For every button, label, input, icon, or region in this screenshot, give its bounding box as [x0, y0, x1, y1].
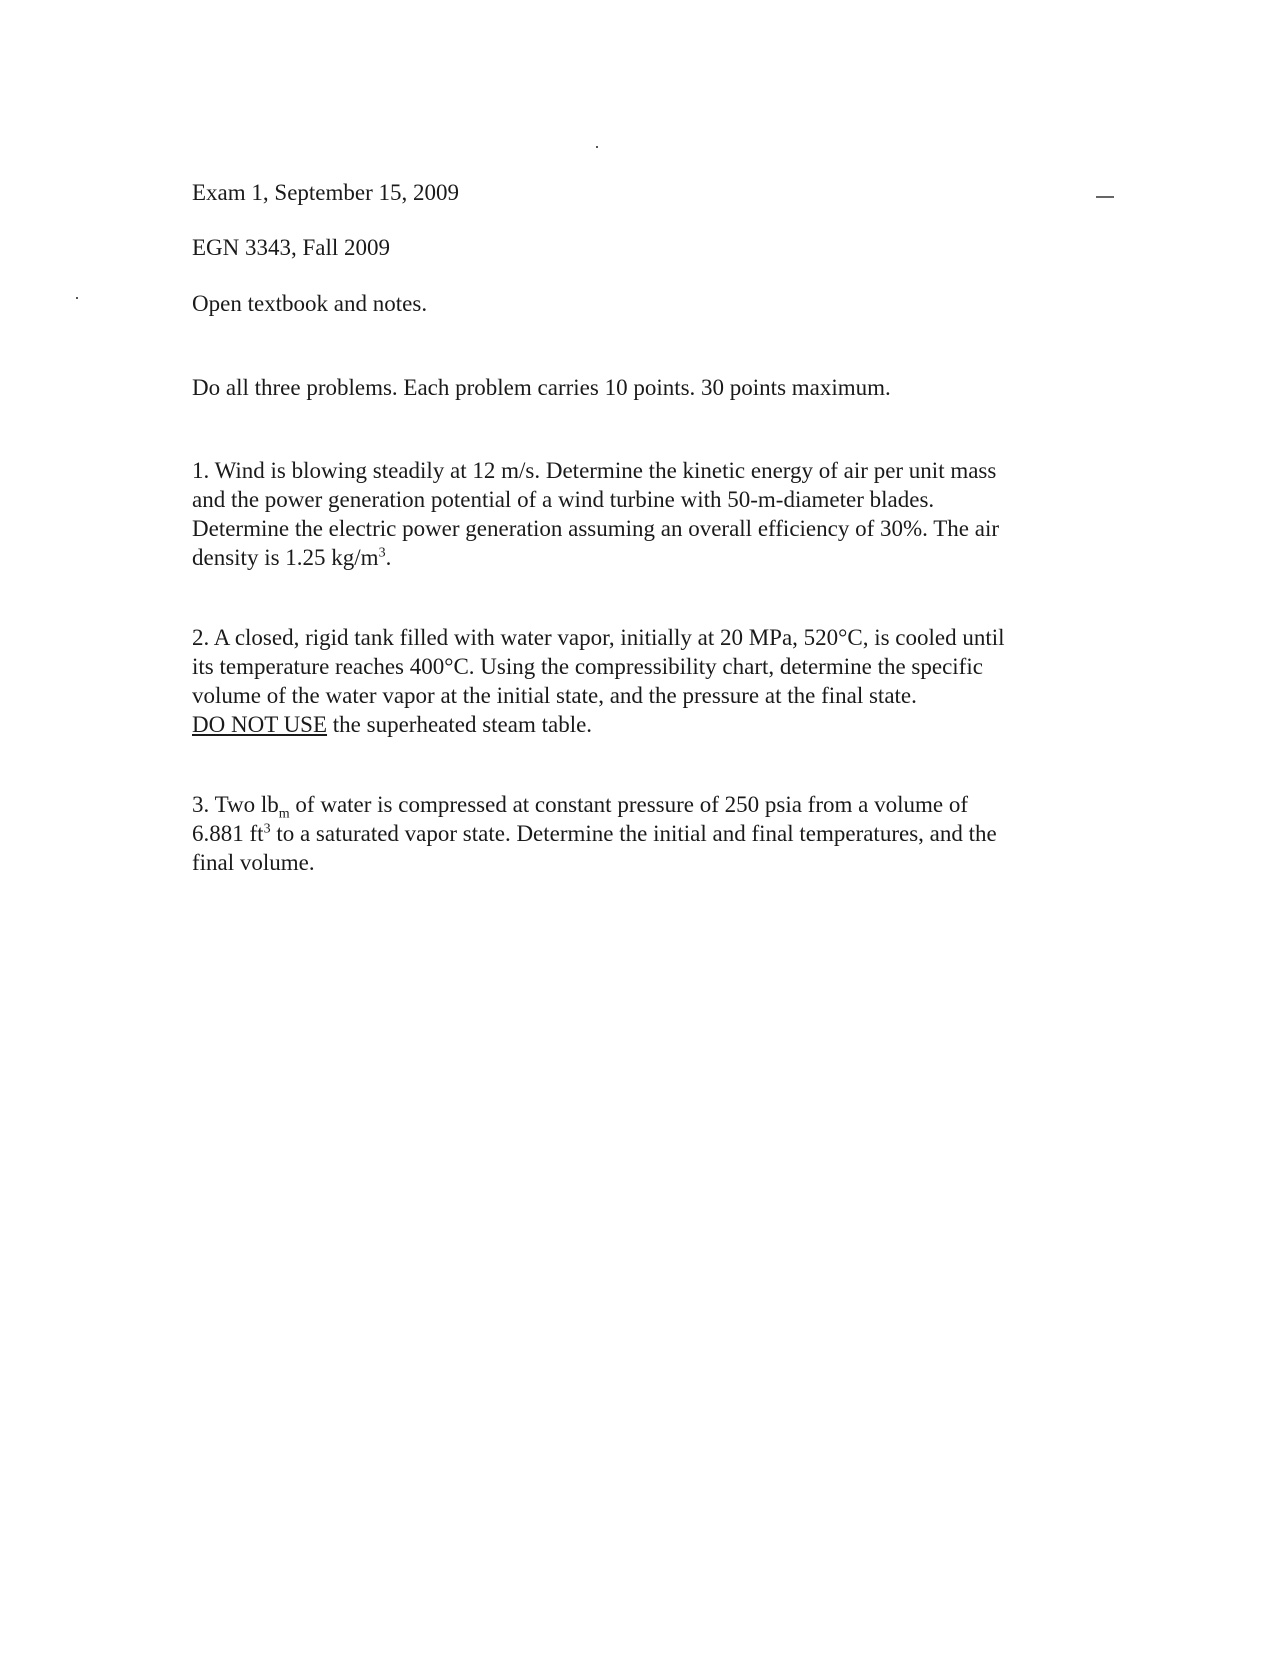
- course-line: EGN 3343, Fall 2009: [192, 235, 391, 260]
- problem-3-row: [192, 790, 1092, 822]
- problem-1: [192, 456, 1092, 572]
- problem-2: [192, 623, 1092, 739]
- problem-2-row: volume of the water vapor at the initial state, and the pressure at the final state.: [192, 683, 917, 708]
- scan-speck: [1096, 196, 1114, 198]
- problem-1-period: .: [385, 545, 392, 570]
- problem-1-row: [192, 543, 1092, 572]
- problem-3-text: to a saturated vapor state. Determine the initial and final temperatures, and the: [270, 821, 997, 846]
- scan-speck: [596, 146, 598, 148]
- problem-3-text: 6.881 ft: [192, 821, 264, 846]
- problem-3-text: 3. Two lb: [192, 792, 279, 817]
- rules-line: Open textbook and notes.: [192, 291, 428, 316]
- problem-3-row: final volume.: [192, 850, 315, 875]
- problem-3-row: [192, 819, 1092, 848]
- problem-2-row: [192, 710, 1092, 739]
- instructions: Do all three problems. Each problem carries 10 points. 30 points maximum.: [192, 375, 891, 400]
- problem-1-row: 1. Wind is blowing steadily at 12 m/s. Determine the kinetic energy of air per unit mass: [192, 458, 997, 483]
- problem-2-row: 2. A closed, rigid tank filled with water vapor, initially at 20 MPa, 520°C, is cooled until: [192, 625, 1005, 650]
- superscript: 3: [263, 821, 271, 837]
- do-not-use-emphasis: DO NOT USE: [192, 712, 328, 737]
- problem-1-density-text: density is 1.25 kg/m: [192, 545, 379, 570]
- problem-2-tail: the superheated steam table.: [327, 712, 593, 737]
- problem-2-row: its temperature reaches 400°C. Using the compressibility chart, determine the specific: [192, 654, 983, 679]
- problem-3: [192, 790, 1092, 877]
- subscript: m: [278, 806, 290, 822]
- scan-speck: [76, 297, 78, 299]
- problem-1-row: Determine the electric power generation assuming an overall efficiency of 30%. The air: [192, 516, 1000, 541]
- problem-3-text: of water is compressed at constant pressure of 250 psia from a volume of: [289, 792, 968, 817]
- problem-1-row: and the power generation potential of a wind turbine with 50-m-diameter blades.: [192, 487, 935, 512]
- superscript: 3: [378, 545, 386, 561]
- exam-title: Exam 1, September 15, 2009: [192, 180, 460, 205]
